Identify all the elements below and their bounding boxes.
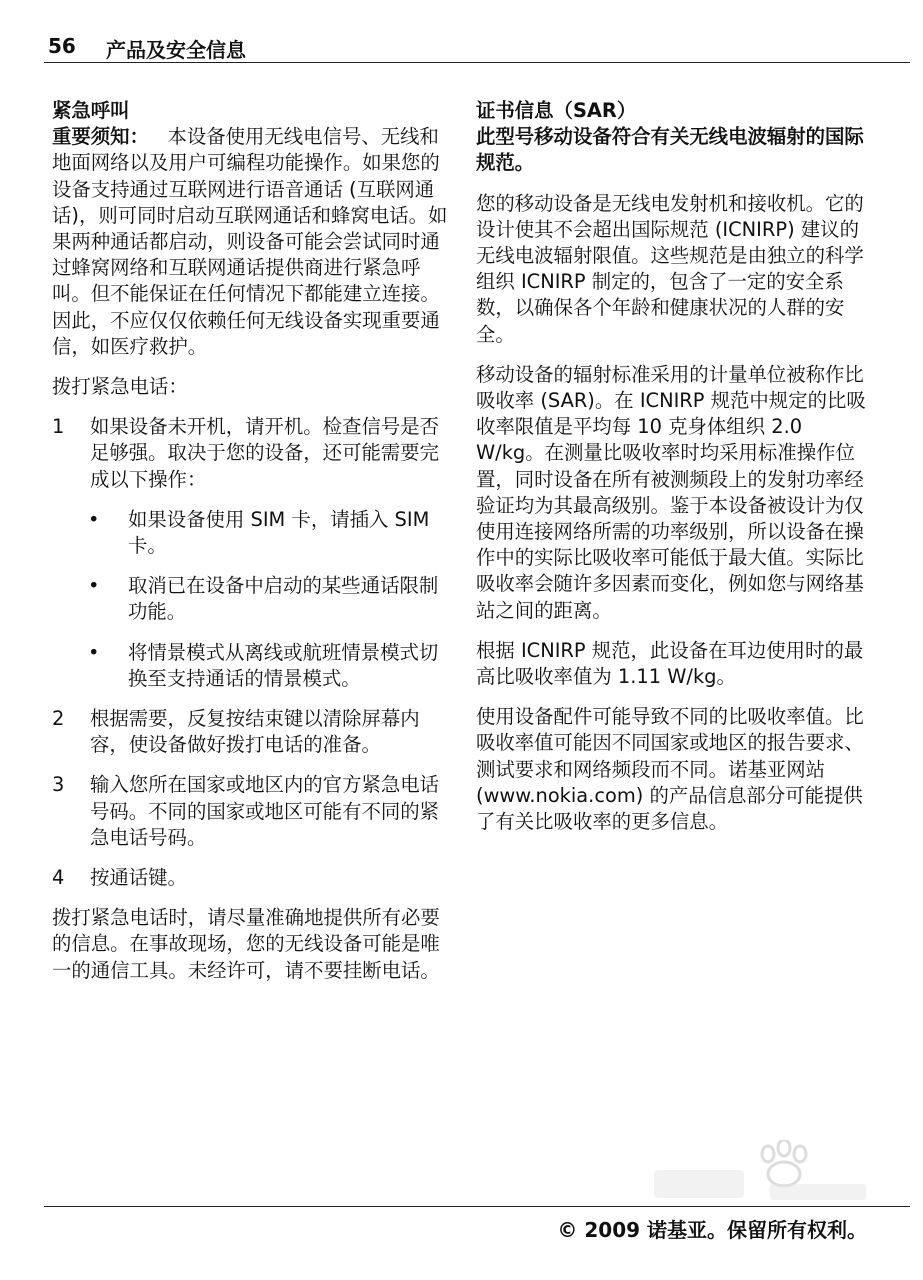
bullet-text: 取消已在设备中启动的某些通话限制功能。 — [128, 574, 439, 624]
right-column — [476, 98, 874, 835]
step-item — [52, 772, 448, 851]
step-number: 1 — [52, 415, 65, 439]
sar-paragraph: 使用设备配件可能导致不同的比吸收率值。比吸收率值可能因不同国家或地区的报告要求、测试要求和网络频段而不同。诺基亚网站 (www.nokia.com) 的产品信息部分可能提供了有关比吸收率的更多信息。 — [476, 705, 864, 834]
notice-paragraph — [52, 124, 448, 360]
bullet-icon: • — [88, 574, 100, 598]
section-title: 产品及安全信息 — [106, 38, 246, 62]
left-column — [52, 98, 448, 984]
step-item — [52, 865, 448, 891]
sar-paragraph: 根据 ICNIRP 规范，此设备在耳边使用时的最高比吸收率值为 1.11 W/kg。 — [476, 638, 864, 689]
step-number: 3 — [52, 773, 65, 797]
sar-paragraph: 您的移动设备是无线电发射机和接收机。它的设计使其不会超出国际规范 (ICNIRP) 建议的无线电波辐射限值。这些规范是由独立的科学组织 ICNIRP 制定的，包含了一定的安全系数，以确保各个年龄和健康状况的人群的安全。 — [476, 191, 864, 346]
footer-rule — [44, 1206, 910, 1207]
bullet-text: 将情景模式从离线或航班情景模式切换至支持通话的情景模式。 — [128, 640, 439, 690]
notice-text: 本设备使用无线电信号、无线和地面网络以及用户可编程功能操作。如果您的设备支持通过互联网进行语音通话 (互联网通话)，则可同时启动互联网通话和蜂窝电话。如果两种通话都启动，则设备可能会尝试同时通过蜂窝网络和互联网通话提供商进行紧急呼叫。但不能保证在任何情况下都能建立连接。因此，不应仅仅依赖任何无线设备实现重要通信，如医疗救护。 — [52, 125, 448, 358]
step-text: 按通话键。 — [90, 866, 187, 890]
sar-paragraph: 移动设备的辐射标准采用的计量单位被称作比吸收率 (SAR)。在 ICNIRP 规范中规定的比吸收率限值是平均每 10 克身体组织 2.0 W/kg。在测量比吸收率时均采用标准操作位置，同时设备在所有被测频段上的发射功率经验证均为其最高级别。鉴于本设备被设计为仅使用连接网络所需的功率级别，所以设备在操作中的实际比吸收率可能低于最大值。实际比吸收率会随许多因素而变化，例如您与网络基站之间的距离。 — [476, 362, 866, 622]
step-number: 4 — [52, 866, 65, 890]
baidu-watermark-logo — [650, 1140, 870, 1202]
step-text: 根据需要，反复按结束键以清除屏幕内容，使设备做好拨打电话的准备。 — [90, 707, 420, 757]
step-text: 如果设备未开机，请开机。检查信号是否足够强。取决于您的设备，还可能需要完成以下操作： — [90, 415, 440, 491]
step-item — [52, 706, 448, 758]
sar-subheading: 此型号移动设备符合有关无线电波辐射的国际规范。 — [476, 125, 864, 175]
page-number: 56 — [48, 34, 76, 58]
emergency-heading: 紧急呼叫 — [52, 99, 130, 122]
step-item — [52, 414, 448, 493]
bullet-item — [52, 507, 448, 559]
step-number: 2 — [52, 707, 65, 731]
notice-label: 重要须知： — [52, 125, 149, 149]
bullet-icon: • — [88, 507, 100, 531]
sar-heading: 证书信息（SAR） — [476, 99, 637, 122]
bullet-icon: • — [88, 640, 100, 664]
bullet-item — [52, 573, 448, 625]
page-header — [44, 28, 910, 63]
closing-paragraph: 拨打紧急电话时，请尽量准确地提供所有必要的信息。在事故现场，您的无线设备可能是唯一的通信工具。未经许可，请不要挂断电话。 — [52, 906, 440, 982]
step-text: 输入您所在国家或地区内的官方紧急电话号码。不同的国家或地区可能有不同的紧急电话号码。 — [90, 773, 440, 849]
copyright: © 2009 诺基亚。保留所有权利。 — [557, 1218, 867, 1242]
bullet-item — [52, 640, 448, 692]
bullet-text: 如果设备使用 SIM 卡，请插入 SIM 卡。 — [128, 507, 430, 558]
call-intro: 拨打紧急电话： — [52, 375, 188, 399]
